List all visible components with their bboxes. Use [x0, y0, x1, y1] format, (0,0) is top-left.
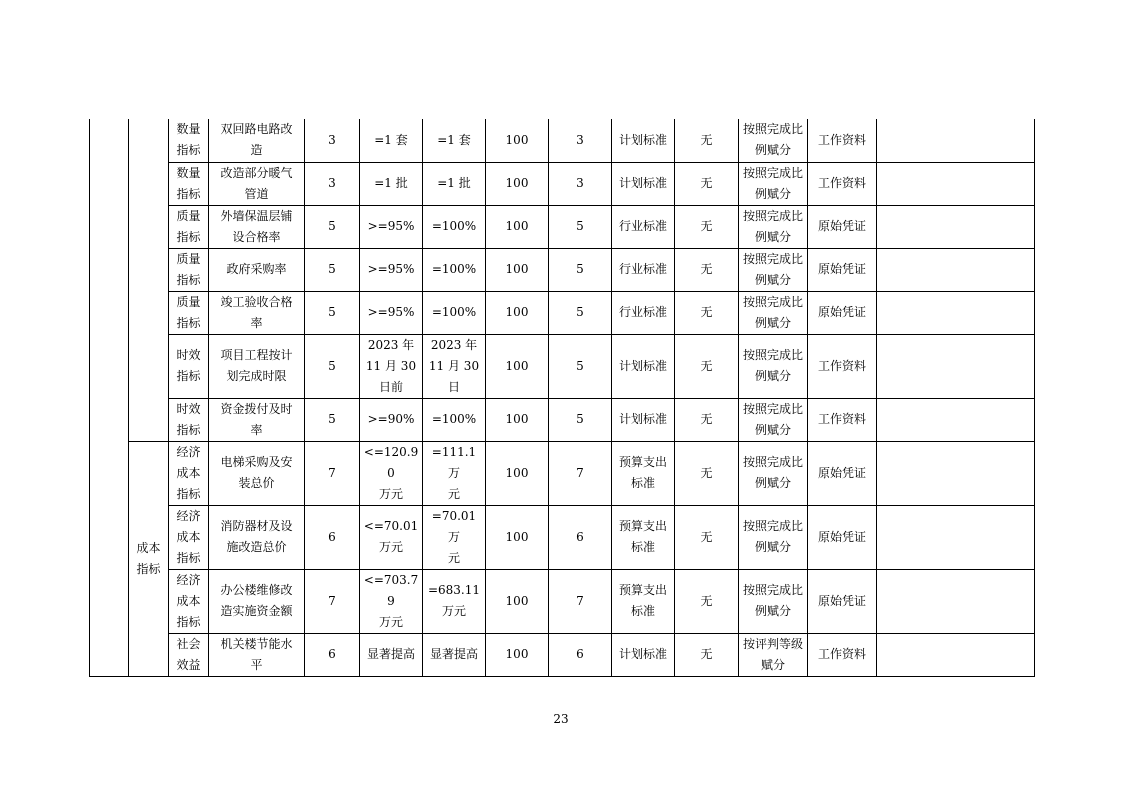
- deduction-cell: 无: [675, 334, 739, 398]
- indicator-name-cell: 竣工验收合格 率: [209, 291, 305, 334]
- actual-value-cell: 2023 年 11 月 30 日: [423, 334, 486, 398]
- deduction-cell: 无: [675, 119, 739, 162]
- standard-cell: 计划标准: [612, 119, 675, 162]
- score-cell: 6: [549, 505, 612, 569]
- deduction-cell: 无: [675, 441, 739, 505]
- table-row: [90, 248, 1035, 291]
- target-value-cell: 显著提高: [360, 633, 423, 676]
- table-row: [90, 205, 1035, 248]
- indicator-type-cell: 数量 指标: [169, 162, 209, 205]
- weight-cell: 3: [305, 162, 360, 205]
- table-row: [90, 398, 1035, 441]
- evidence-cell: 工作资料: [808, 398, 877, 441]
- completion-rate-cell: 100: [486, 119, 549, 162]
- scoring-method-cell: 按照完成比 例赋分: [739, 569, 808, 633]
- remark-cell: [877, 119, 1035, 162]
- evidence-cell: 原始凭证: [808, 441, 877, 505]
- indicator-type-cell: 社会 效益: [169, 633, 209, 676]
- indicator-type-cell: 质量 指标: [169, 248, 209, 291]
- standard-cell: 行业标准: [612, 248, 675, 291]
- table-row: [90, 162, 1035, 205]
- scoring-method-cell: 按照完成比 例赋分: [739, 291, 808, 334]
- score-cell: 5: [549, 334, 612, 398]
- completion-rate-cell: 100: [486, 291, 549, 334]
- actual-value-cell: =100%: [423, 398, 486, 441]
- completion-rate-cell: 100: [486, 162, 549, 205]
- standard-cell: 计划标准: [612, 398, 675, 441]
- score-cell: 5: [549, 398, 612, 441]
- indicator-name-cell: 电梯采购及安 装总价: [209, 441, 305, 505]
- standard-cell: 预算支出 标准: [612, 505, 675, 569]
- weight-cell: 5: [305, 334, 360, 398]
- indicator-type-cell: 质量 指标: [169, 205, 209, 248]
- remark-cell: [877, 505, 1035, 569]
- completion-rate-cell: 100: [486, 334, 549, 398]
- evidence-cell: 工作资料: [808, 334, 877, 398]
- standard-cell: 计划标准: [612, 633, 675, 676]
- scoring-method-cell: 按照完成比 例赋分: [739, 248, 808, 291]
- remark-cell: [877, 205, 1035, 248]
- evidence-cell: 原始凭证: [808, 205, 877, 248]
- actual-value-cell: =111.1 万 元: [423, 441, 486, 505]
- actual-value-cell: =70.01 万 元: [423, 505, 486, 569]
- completion-rate-cell: 100: [486, 248, 549, 291]
- deduction-cell: 无: [675, 205, 739, 248]
- completion-rate-cell: 100: [486, 633, 549, 676]
- indicator-type-cell: 时效 指标: [169, 334, 209, 398]
- indicator-type-cell: 经济 成本 指标: [169, 505, 209, 569]
- weight-cell: 5: [305, 398, 360, 441]
- deduction-cell: 无: [675, 569, 739, 633]
- standard-cell: 行业标准: [612, 291, 675, 334]
- indicator-name-cell: 外墙保温层铺 设合格率: [209, 205, 305, 248]
- actual-value-cell: =683.11 万元: [423, 569, 486, 633]
- evidence-cell: 工作资料: [808, 162, 877, 205]
- target-value-cell: <=70.01 万元: [360, 505, 423, 569]
- remark-cell: [877, 398, 1035, 441]
- page-number: 23: [553, 712, 569, 726]
- table-row: [90, 291, 1035, 334]
- target-value-cell: >=95%: [360, 291, 423, 334]
- actual-value-cell: =1 批: [423, 162, 486, 205]
- remark-cell: [877, 633, 1035, 676]
- evidence-cell: 工作资料: [808, 633, 877, 676]
- deduction-cell: 无: [675, 633, 739, 676]
- score-cell: 7: [549, 569, 612, 633]
- completion-rate-cell: 100: [486, 398, 549, 441]
- actual-value-cell: 显著提高: [423, 633, 486, 676]
- deduction-cell: 无: [675, 398, 739, 441]
- table-body: [90, 119, 1035, 676]
- evidence-cell: 原始凭证: [808, 505, 877, 569]
- score-cell: 6: [549, 633, 612, 676]
- indicator-name-cell: 资金拨付及时 率: [209, 398, 305, 441]
- output-category-cell: [129, 119, 169, 441]
- score-cell: 5: [549, 291, 612, 334]
- weight-cell: 3: [305, 119, 360, 162]
- weight-cell: 6: [305, 633, 360, 676]
- score-cell: 3: [549, 162, 612, 205]
- performance-indicator-table: [89, 119, 1035, 677]
- scoring-method-cell: 按照完成比 例赋分: [739, 334, 808, 398]
- completion-rate-cell: 100: [486, 569, 549, 633]
- deduction-cell: 无: [675, 505, 739, 569]
- evidence-cell: 原始凭证: [808, 291, 877, 334]
- score-cell: 5: [549, 248, 612, 291]
- indicator-name-cell: 办公楼维修改 造实施资金额: [209, 569, 305, 633]
- deduction-cell: 无: [675, 162, 739, 205]
- table-row: [90, 505, 1035, 569]
- indicator-type-cell: 经济 成本 指标: [169, 569, 209, 633]
- deduction-cell: 无: [675, 291, 739, 334]
- evidence-cell: 原始凭证: [808, 248, 877, 291]
- remark-cell: [877, 248, 1035, 291]
- table-row: [90, 569, 1035, 633]
- target-value-cell: =1 批: [360, 162, 423, 205]
- standard-cell: 预算支出 标准: [612, 441, 675, 505]
- remark-cell: [877, 441, 1035, 505]
- target-value-cell: >=95%: [360, 205, 423, 248]
- indicator-name-cell: 项目工程按计 划完成时限: [209, 334, 305, 398]
- actual-value-cell: =100%: [423, 205, 486, 248]
- weight-cell: 5: [305, 205, 360, 248]
- remark-cell: [877, 291, 1035, 334]
- target-value-cell: 2023 年 11 月 30 日前: [360, 334, 423, 398]
- target-value-cell: <=120.90 万元: [360, 441, 423, 505]
- weight-cell: 7: [305, 569, 360, 633]
- weight-cell: 6: [305, 505, 360, 569]
- actual-value-cell: =100%: [423, 248, 486, 291]
- indicator-type-cell: 质量 指标: [169, 291, 209, 334]
- completion-rate-cell: 100: [486, 505, 549, 569]
- indicator-type-cell: 经济 成本 指标: [169, 441, 209, 505]
- completion-rate-cell: 100: [486, 205, 549, 248]
- indicator-name-cell: 改造部分暖气 管道: [209, 162, 305, 205]
- indicator-type-cell: 数量 指标: [169, 119, 209, 162]
- indicator-name-cell: 机关楼节能水 平: [209, 633, 305, 676]
- weight-cell: 5: [305, 291, 360, 334]
- scoring-method-cell: 按照完成比 例赋分: [739, 505, 808, 569]
- indicator-name-cell: 双回路电路改 造: [209, 119, 305, 162]
- standard-cell: 计划标准: [612, 162, 675, 205]
- section-label-cell: 成本 指标: [129, 441, 169, 676]
- target-value-cell: =1 套: [360, 119, 423, 162]
- score-cell: 5: [549, 205, 612, 248]
- remark-cell: [877, 162, 1035, 205]
- scoring-method-cell: 按评判等级 赋分: [739, 633, 808, 676]
- completion-rate-cell: 100: [486, 441, 549, 505]
- weight-cell: 5: [305, 248, 360, 291]
- weight-cell: 7: [305, 441, 360, 505]
- remark-cell: [877, 569, 1035, 633]
- actual-value-cell: =100%: [423, 291, 486, 334]
- standard-cell: 预算支出 标准: [612, 569, 675, 633]
- scoring-method-cell: 按照完成比 例赋分: [739, 205, 808, 248]
- indicator-name-cell: 政府采购率: [209, 248, 305, 291]
- table-row: [90, 441, 1035, 505]
- outer-category-cell: [90, 119, 129, 676]
- scoring-method-cell: 按照完成比 例赋分: [739, 119, 808, 162]
- evidence-cell: 原始凭证: [808, 569, 877, 633]
- table-row: [90, 633, 1035, 676]
- remark-cell: [877, 334, 1035, 398]
- target-value-cell: >=90%: [360, 398, 423, 441]
- scoring-method-cell: 按照完成比 例赋分: [739, 441, 808, 505]
- target-value-cell: >=95%: [360, 248, 423, 291]
- table-row: [90, 119, 1035, 162]
- target-value-cell: <=703.79 万元: [360, 569, 423, 633]
- score-cell: 3: [549, 119, 612, 162]
- evidence-cell: 工作资料: [808, 119, 877, 162]
- deduction-cell: 无: [675, 248, 739, 291]
- indicator-name-cell: 消防器材及设 施改造总价: [209, 505, 305, 569]
- score-cell: 7: [549, 441, 612, 505]
- standard-cell: 行业标准: [612, 205, 675, 248]
- scoring-method-cell: 按照完成比 例赋分: [739, 162, 808, 205]
- standard-cell: 计划标准: [612, 334, 675, 398]
- actual-value-cell: =1 套: [423, 119, 486, 162]
- indicator-type-cell: 时效 指标: [169, 398, 209, 441]
- table-row: [90, 334, 1035, 398]
- scoring-method-cell: 按照完成比 例赋分: [739, 398, 808, 441]
